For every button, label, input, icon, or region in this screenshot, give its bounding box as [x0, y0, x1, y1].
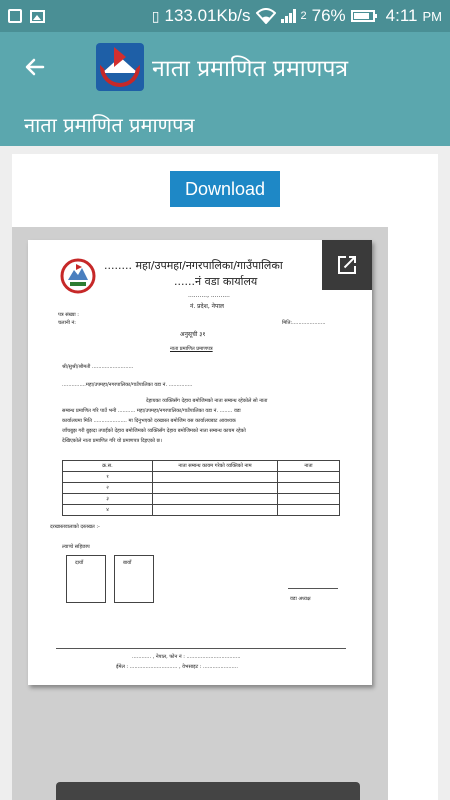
table-header: क्र.स.: [63, 461, 153, 472]
doc-municipality-line: ........ महा/उपमहा/नगरपालिका/गाउँपालिका: [104, 259, 283, 272]
doc-para-line-1: देहायका व्यक्तिसँग देहाय बमोजिमको नाता सम्बन्ध रहेकोले सो नाता: [146, 398, 268, 404]
left-thumb-box: बायाँ: [114, 555, 154, 603]
notification-icon: [8, 9, 22, 23]
doc-title: नाता प्रमाणित प्रमाणपत्र: [170, 346, 213, 352]
table-header: नाता: [278, 461, 340, 472]
doc-para-line-3: कार्यालयमा मिति ..................... मा दिनुभएको दरखास्त बमोजिम यस कार्यालयबाट आवश्यक: [62, 418, 236, 424]
table-row: २: [63, 483, 340, 494]
table-header: नाता सम्बन्ध कायम गरेको व्यक्तिको नाम: [153, 461, 278, 472]
doc-footer-email: ईमेल : .............................. , वेभसाइट : ......................: [116, 664, 238, 670]
back-arrow-icon: [23, 55, 47, 79]
document-page: [28, 240, 372, 685]
vibrate-icon: ▯: [151, 7, 160, 24]
clock-ampm: PM: [422, 8, 442, 24]
app-bar: [0, 32, 450, 102]
open-in-new-icon: [335, 253, 359, 277]
download-button[interactable]: Download: [170, 171, 280, 207]
table-row: १: [63, 472, 340, 483]
doc-applicant-sign: दरखास्तवालाको दस्तखत :-: [50, 524, 100, 530]
relation-table: [62, 460, 340, 516]
clock-time: 4:11: [385, 6, 418, 25]
signal-icon: [281, 9, 296, 23]
doc-ward-office-line: ......नं वडा कार्यालय: [174, 275, 258, 288]
signature-line: [288, 588, 338, 589]
image-notification-icon: [30, 10, 45, 23]
doc-ward-line: ...............महा/उपमहा/नगरपालिका/गाउँपालिका वडा नं. ...............: [62, 382, 193, 388]
network-type: 2: [300, 10, 307, 22]
doc-para-line-5: देखिएकोले नाता प्रमाणित गरि यो प्रमाणपत्र दिइएको छ।: [62, 438, 162, 444]
doc-para-line-4: जाँचबुझ गरी बुझदा तपाईंको देहाय बमोजिमको व्यक्तिसँग देहाय बमोजिमको नाता सम्बन्ध कायम रहेको: [62, 428, 246, 434]
page-heading: नाता प्रमाणित प्रमाणपत्र: [0, 102, 450, 146]
footer-divider: [56, 648, 346, 649]
app-logo: [96, 43, 144, 91]
doc-ward-chair: वडा अध्यक्ष: [290, 596, 311, 602]
doc-address-line: .........., ..........: [188, 292, 230, 299]
doc-thumbprint-label: ल्याप्चे सहिछाप: [62, 544, 90, 550]
nepal-emblem-icon: [60, 258, 96, 294]
open-external-button[interactable]: [322, 240, 372, 290]
doc-chalani: चलानी नं:: [58, 320, 76, 326]
table-row: ४: [63, 505, 340, 516]
doc-recipient: श्री/सुश्री/श्रीमती ..........................: [62, 364, 134, 370]
back-button[interactable]: [0, 32, 70, 102]
battery-icon: [351, 10, 375, 22]
doc-anusuchi: अनुसूची ३१: [180, 331, 206, 338]
wifi-icon: [256, 8, 276, 24]
doc-footer-phone: ............ , नेपाल, फोन नं : ..................................: [132, 654, 241, 660]
app-title: नाता प्रमाणित प्रमाणपत्र: [152, 56, 349, 82]
viewer-bottom-bar: [56, 782, 360, 800]
doc-date: मिति:.....................: [282, 320, 326, 326]
doc-patra-sankhya: पत्र संख्या :: [58, 312, 79, 318]
battery-percent: 76%: [311, 6, 346, 25]
doc-para-line-2: सम्बन्ध प्रमाणित गरि पाउँ भनी ........... महा/उपमहा/नगरपालिका/गाउँपालिका वडा नं. ........ वडा: [62, 408, 241, 414]
network-speed: 133.01Kb/s: [164, 6, 251, 25]
doc-province-line: नं. प्रदेश, नेपाल: [190, 303, 224, 310]
right-thumb-box: दायाँ: [66, 555, 106, 603]
table-row: ३: [63, 494, 340, 505]
status-bar: [0, 0, 450, 32]
